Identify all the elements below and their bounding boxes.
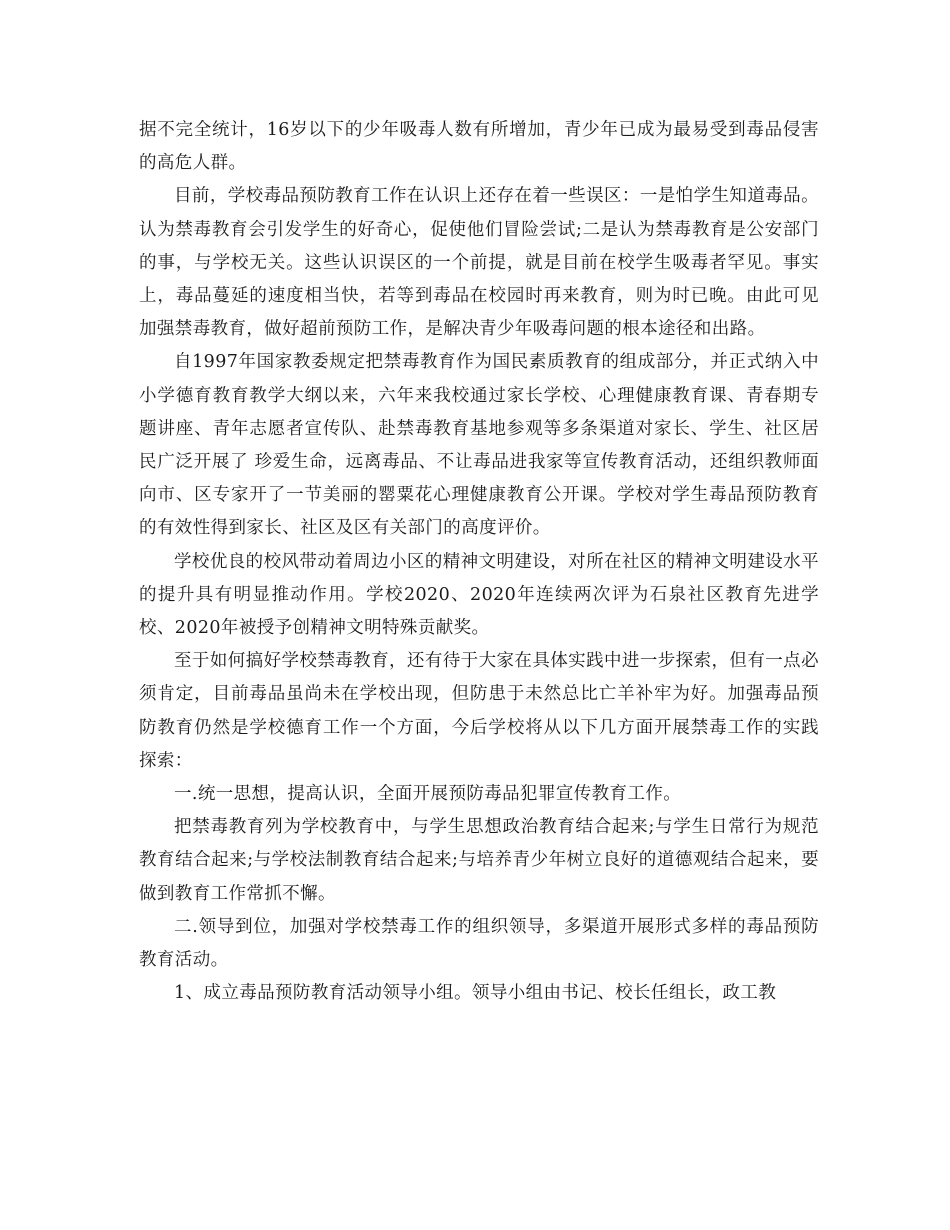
paragraph-6: 把禁毒教育列为学校教育中，与学生思想政治教育结合起来;与学生日常行为规范教育结合起来;与学校法制教育结合起来;与培养青少年树立良好的道德观结合起来，要做到教育工作常抓不懈。	[139, 817, 819, 904]
paragraph-1: 据不完全统计，16岁以下的少年吸毒人数有所增加，青少年已成为最易受到毒品侵害的高危人群。	[139, 120, 819, 174]
section-heading-1: 一.统一思想，提高认识，全面开展预防毒品犯罪宣传教育工作。	[174, 784, 682, 805]
document-body	[139, 114, 819, 1010]
paragraph-3: 自1997年国家教委规定把禁毒教育作为国民素质教育的组成部分，并正式纳入中小学德育教育教学大纲以来，六年来我校通过家长学校、心理健康教育课、青春期专题讲座、青年志愿者宣传队、赴禁毒教育基地参观等多条渠道对家长、学生、社区居民广泛开展了 珍爱生命，远离毒品、不让毒品进我家等宣传教育活动，还组织教师面向市、区专家开了一节美丽的罂粟花心理健康教育公开课。学校对学生毒品预防教育的有效性得到家长、社区及区有关部门的高度评价。	[139, 352, 819, 539]
paragraph-5: 至于如何搞好学校禁毒教育，还有待于大家在具体实践中进一步探索，但有一点必须肯定，目前毒品虽尚未在学校出现，但防患于未然总比亡羊补牢为好。加强毒品预防教育仍然是学校德育工作一个方面，今后学校将从以下几方面开展禁毒工作的实践探索：	[139, 651, 819, 771]
paragraph-4: 学校优良的校风带动着周边小区的精神文明建设，对所在社区的精神文明建设水平的提升具有明显推动作用。学校2020、2020年连续两次评为石泉社区教育先进学校、2020年被授予创精神文明特殊贡献奖。	[139, 551, 819, 639]
section-heading-2: 二.领导到位，加强对学校禁毒工作的组织领导，多渠道开展形式多样的毒品预防教育活动。	[139, 916, 819, 971]
paragraph-2: 目前，学校毒品预防教育工作在认识上还存在着一些误区：一是怕学生知道毒品。认为禁毒教育会引发学生的好奇心，促使他们冒险尝试;二是认为禁毒教育是公安部门的事，与学校无关。这些认识误区的一个前提，就是目前在校学生吸毒者罕见。事实上，毒品蔓延的速度相当快，若等到毒品在校园时再来教育，则为时已晚。由此可见加强禁毒教育，做好超前预防工作，是解决青少年吸毒问题的根本途径和出路。	[139, 186, 819, 340]
paragraph-7: 1、成立毒品预防教育活动领导小组。领导小组由书记、校长任组长，政工教	[174, 983, 777, 1004]
